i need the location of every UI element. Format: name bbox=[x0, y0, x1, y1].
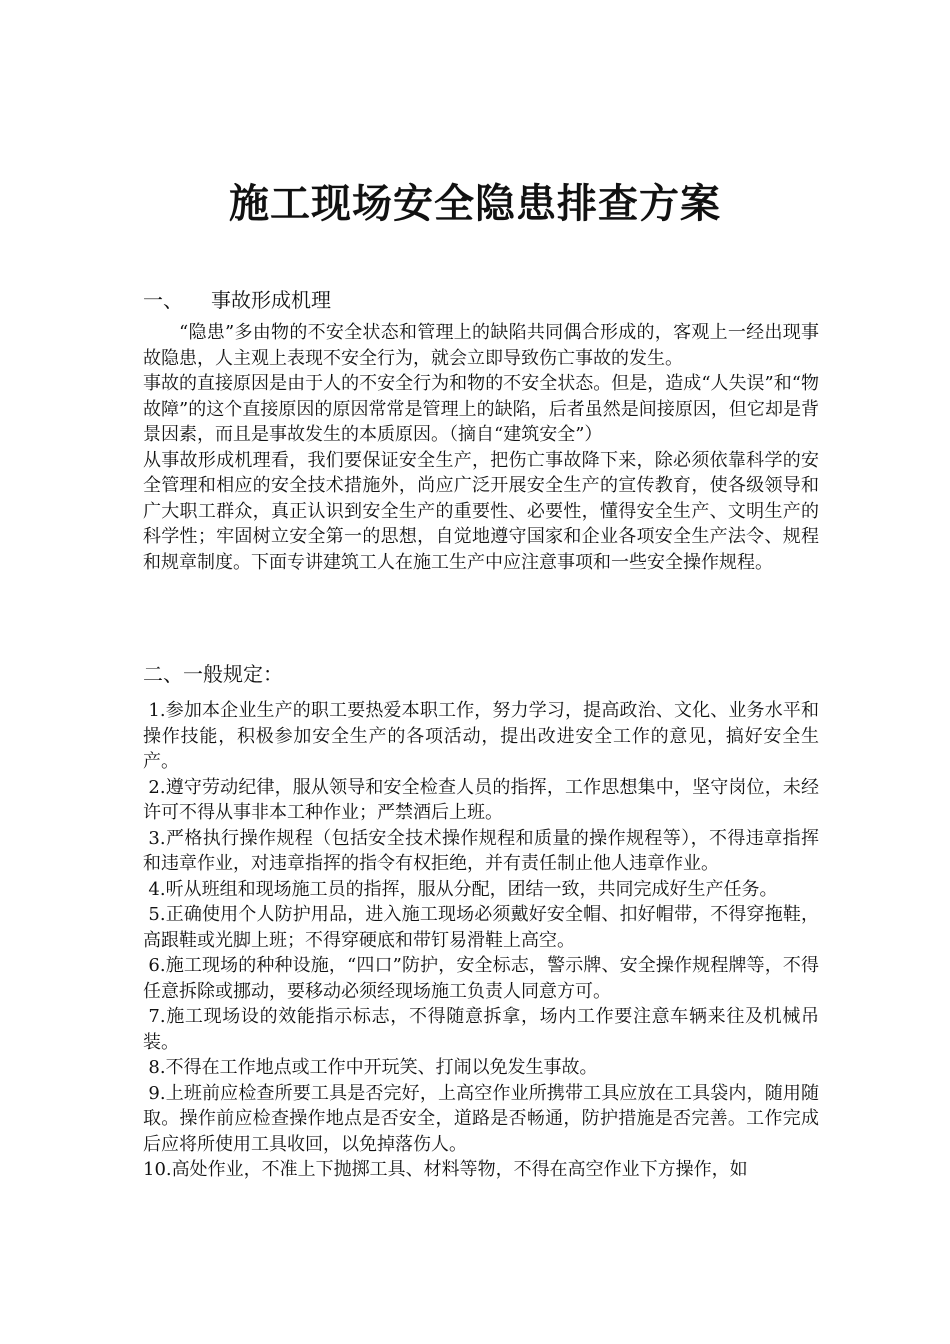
list-item: 8.不得在工作地点或工作中开玩笑、打闹以免发生事故。 bbox=[148, 1057, 598, 1078]
document-title: 施工现场安全隐患排查方案 bbox=[229, 181, 721, 227]
section-1-title: 事故形成机理 bbox=[211, 288, 331, 312]
section-2 bbox=[143, 660, 819, 1183]
list-item: 5.正确使用个人防护用品，进入施工现场必须戴好安全帽、扣好帽带，不得穿拖鞋，高跟鞋或光脚上班；不得穿硬底和带钉易滑鞋上高空。 bbox=[143, 904, 819, 951]
list-item: 3.严格执行操作规程（包括安全技术操作规程和质量的操作规程等），不得违章指挥和违章作业，对违章指挥的指令有权拒绝，并有责任制止他人违章作业。 bbox=[143, 827, 819, 874]
list-item: 10.高处作业，不准上下抛掷工具、材料等物，不得在高空作业下方操作，如 bbox=[143, 1159, 748, 1180]
list-item: 4.听从班组和现场施工员的指挥，服从分配，团结一致，共同完成好生产任务。 bbox=[148, 878, 778, 900]
section-2-heading: 二、一般规定： bbox=[143, 662, 283, 686]
paragraph: 从事故形成机理看，我们要保证安全生产，把伤亡事故降下来，除必须依靠科学的安全管理和相应的安全技术措施外，尚应广泛开展安全生产的宣传教育，使各级领导和广大职工群众，真正认识到安全生产的重要性、必要性，懂得安全生产、文明生产的科学性；牢固树立安全第一的思想，自觉地遵守国家和企业各项安全生产法令、规程和规章制度。下面专讲建筑工人在施工生产中应注意事项和一些安全操作规程。 bbox=[143, 449, 819, 573]
section-1-heading bbox=[143, 286, 819, 314]
paragraph: 事故的直接原因是由于人的不安全行为和物的不安全状态。但是，造成“人失误”和“物故障”的这个直接原因的原因常常是管理上的缺陷，后者虽然是间接原因，但它却是背景因素，而且是事故发生的本质原因。（摘自“建筑安全”） bbox=[143, 373, 819, 445]
list-item: 2.遵守劳动纪律，服从领导和安全检查人员的指挥，工作思想集中，坚守岗位，未经许可不得从事非本工种作业；严禁酒后上班。 bbox=[143, 776, 819, 823]
list-item: 6.施工现场的种种设施，“四口”防护，安全标志，警示牌、安全操作规程牌等，不得任意拆除或挪动，要移动必须经现场施工负责人同意方可。 bbox=[143, 955, 819, 1002]
list-item: 9.上班前应检查所要工具是否完好，上高空作业所携带工具应放在工具袋内，随用随取。操作前应检查操作地点是否安全，道路是否畅通，防护措施是否完善。工作完成后应将所使用工具收回，以免掉落伤人。 bbox=[143, 1082, 819, 1155]
list-item: 7.施工现场设的效能指示标志，不得随意拆拿，场内工作要注意车辆来往及机械吊装。 bbox=[143, 1006, 819, 1053]
section-1 bbox=[143, 286, 819, 575]
paragraph: “隐患”多由物的不安全状态和管理上的缺陷共同偶合形成的，客观上一经出现事故隐患，人主观上表现不安全行为，就会立即导致伤亡事故的发生。 bbox=[143, 322, 819, 369]
list-item: 1.参加本企业生产的职工要热爱本职工作，努力学习，提高政治、文化、业务水平和操作技能，积极参加安全生产的各项活动，提出改进安全工作的意见，搞好安全生产。 bbox=[143, 700, 819, 772]
section-1-number: 一、 bbox=[143, 288, 183, 312]
